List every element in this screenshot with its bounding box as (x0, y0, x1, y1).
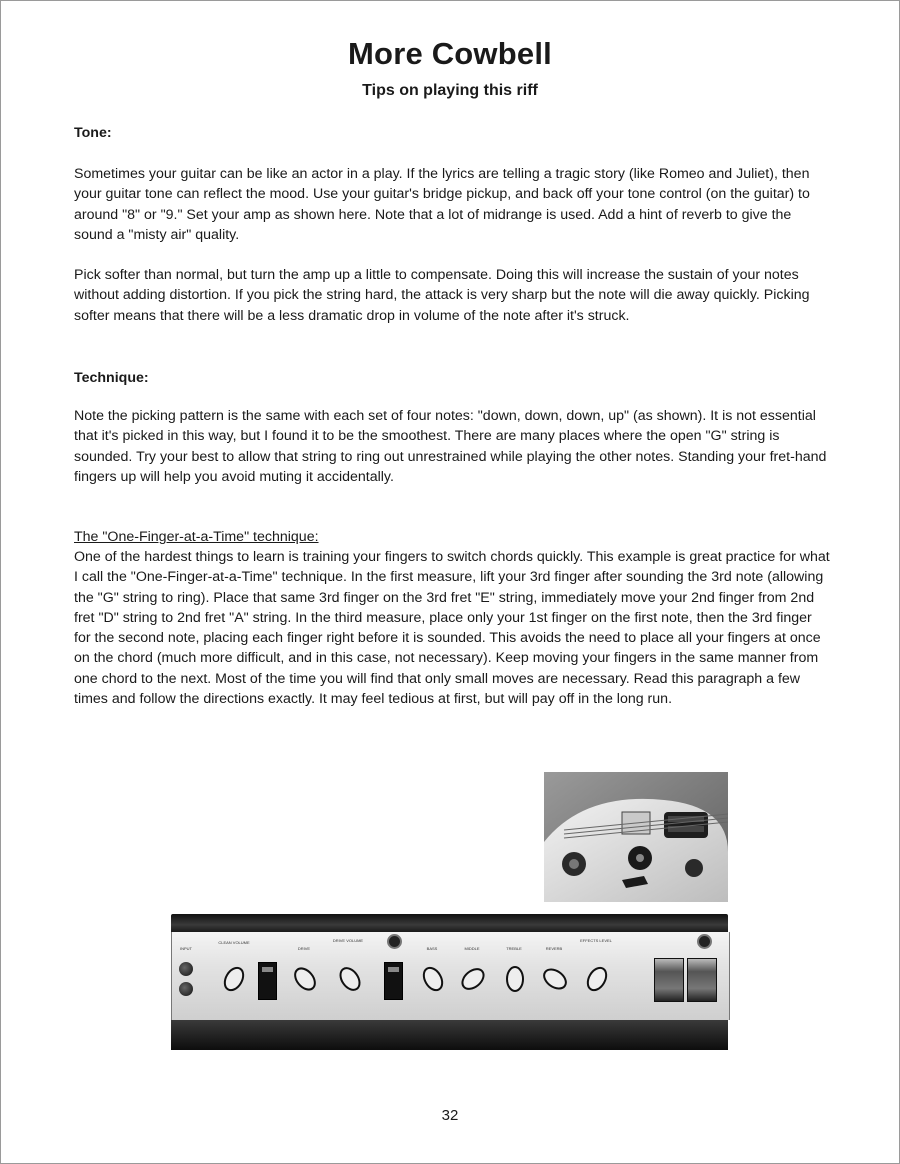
clean-volume-knob (222, 964, 246, 994)
reverb-label: REVERB (545, 946, 563, 951)
reverb-knob (543, 964, 567, 994)
one-finger-paragraph: One of the hardest things to learn is training your fingers to switch chords quickly. This example is great practice for what I call the "One-Finger-at-a-Time" technique. In the first measure, lift your 3rd finger after sounding the 3rd note (allowing the "G" string to ring). Place that same 3rd finger on the 3rd fret "E" string, immediately move your 2nd finger from 2nd fret "D" string to 2nd fret "A" string. In the third measure, place only your 1st finger on the first note, then the 3rd finger for the second note, placing each finger right before it is sounded. This avoids the need to place all your fingers at once on the chord (much more difficult, and in this case, not necessary). Keep moving your fingers in the same manner from one chord to the next. Most of the time you will find that only small moves are necessary. Read this paragraph a few times and follow the directions exactly. It may feel tedious at first, but will pay off in the long run. (74, 549, 830, 708)
tone-paragraph-1: Sometimes your guitar can be like an actor in a play. If the lyrics are telling a tragic story (like Romeo and Juliet), then your guitar tone can reflect the mood. Use your guitar's bridge pickup, and back off your tone control (on the guitar) to around "8" or "9." Set your amp as shown here. Note that a lot of midrange is used. Add a hint of reverb to give the sound a "misty air" quality. (74, 166, 810, 243)
guitar-photo (544, 772, 728, 902)
page-title: More Cowbell (348, 36, 552, 71)
clean-volume-label: CLEAN VOLUME (218, 940, 250, 945)
drive-volume-label: DRIVE VOLUME (332, 938, 364, 943)
drive-indicator-light (387, 934, 402, 949)
drive-switch (384, 962, 403, 1000)
drive-label: DRIVE (297, 946, 311, 951)
input-jack-1 (179, 962, 193, 976)
power-indicator-light (697, 934, 712, 949)
amp-faceplate (171, 932, 730, 1020)
tone-paragraph-2: Pick softer than normal, but turn the amp up a little to compensate. Doing this will increase the sustain of your notes without adding distortion. If you pick the string hard, the attack is very sharp but the note will die away quickly. Picking softer means that there will be a less dramatic drop in volume of the note after it's struck. (74, 267, 810, 324)
bass-label: BASS (426, 946, 438, 951)
bass-knob (421, 964, 445, 994)
input-label: INPUT (180, 946, 192, 951)
page-subtitle: Tips on playing this riff (362, 82, 538, 99)
treble-label: TREBLE (506, 946, 522, 951)
amp-top-trim (171, 914, 728, 932)
amp-control-panel (171, 914, 728, 1050)
drive-knob (293, 964, 317, 994)
effects-level-label: EFFECTS LEVEL (580, 938, 612, 943)
power-switch (687, 958, 717, 1002)
middle-knob (461, 964, 485, 994)
channel-switch (258, 962, 277, 1000)
page-number: 32 (441, 1107, 459, 1124)
treble-knob (503, 964, 527, 994)
tone-heading: Tone: (74, 125, 112, 141)
one-finger-heading: The "One-Finger-at-a-Time" technique: (74, 529, 319, 545)
technique-heading: Technique: (74, 370, 149, 386)
drive-volume-knob (338, 964, 362, 994)
standby-switch (654, 958, 684, 1002)
middle-label: MIDDLE (464, 946, 480, 951)
effects-level-knob (585, 964, 609, 994)
amp-bottom-trim (171, 1020, 728, 1050)
technique-paragraph: Note the picking pattern is the same with each set of four notes: "down, down, down, up" (as shown). It is not essential that it's picked in this way, but I found it to be the smoothest. There are many places where the open "G" string is sounded. Try your best to allow that string to ring out unrestrained while playing the other notes. Standing your fret-hand fingers up will help you avoid muting it accidentally. (74, 408, 827, 485)
input-jack-2 (179, 982, 193, 996)
